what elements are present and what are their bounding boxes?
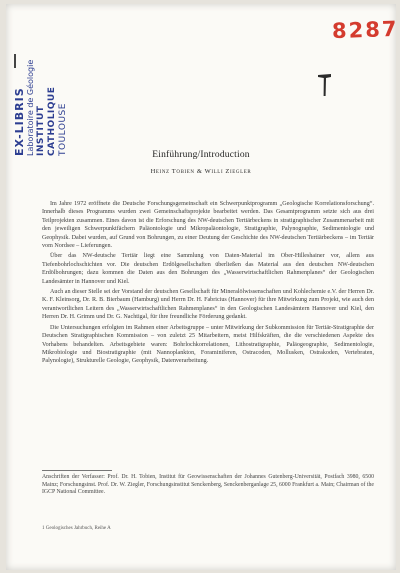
authors-line: Heinz Tobien & Willi Ziegler — [150, 168, 252, 175]
ex-libris-stamp — [14, 34, 76, 156]
page-title: Einführung/Introduction — [152, 150, 250, 160]
stamp-line-2: Laboratoire de Géologie — [26, 59, 35, 156]
handwritten-catalog-number: 8287 — [331, 16, 399, 44]
stamp-line-4: TOULOUSE — [58, 103, 68, 156]
paragraph: Über das NW-deutsche Tertiär liegt eine Sammlung von Daten-Material im Ober-Hilleshainer vor, allem aus Tiefenbohrlochschichten vor. Die deutschen Erdölgesellschaften überließen das Material aus den deutschen NW-deutschen Erdölbohrungen; dazu kommen die Daten aus den Bohrungen des „Wasserwirtschaftlichen Rahmenplanes“ der Geologischen Landesämter in Hannover und Kiel. — [42, 253, 374, 285]
paragraph: Die Untersuchungen erfolgten im Rahmen einer Arbeitsgruppe – unter Mitwirkung der Subkommission für Tertiär-Stratigraphie der Deutschen Stratigraphischen Kommission – von zuletzt 25 Mitarbeitern, meist Hilfskräften, die die verschiedenen Aspekte des Vorhabens behandelten. Arbeitsgebiete waren: Bohrlochkorrelationen, Lithostratigraphie, Paläogeographie, Sedimentologie, Mikrobiologie und Biostratigraphie (mit Nannoplankton, Foraminiferen, Ostracoden, Mollusken, Ostrakoden, Vertebraten, Palynologie), Strukturelle Geologie, Geophysik, Datenverarbeitung. — [42, 324, 374, 365]
footnote-divider — [42, 470, 112, 471]
body-text — [42, 200, 374, 368]
document-page — [6, 4, 399, 570]
page-footer: 1 Geologisches Jahrbuch, Reihe A — [42, 526, 111, 531]
hammer-icon — [317, 72, 333, 98]
paragraph: Auch an dieser Stelle sei der Vorstand der deutschen Gesellschaft für Mineralölwissenschaften und Kohlechemie e.V. der Herren Dr. K. F. Kleinsorg, Dr. R. B. Bierbaum (Hamburg) und Herrn Dr. H. Fabricius (Hannover) für ihre Mitwirkung zum Projekt, wie auch den verantwortlichen Leitern des „Wasserwirtschaftlichen Rahmenplanes“ in den Geologischen Landesämtern Hannover und Kiel, den Herren Dr. H. Grimm und Dr. G. Nachtigal, für ihre freundliche Förderung gedankt. — [42, 289, 374, 321]
stamp-line-1: EX-LIBRIS — [13, 87, 26, 156]
footnote-address: Anschriften der Verfasser: Prof. Dr. H. Tobien, Institut für Geowissenschaften der Johannes Gutenberg-Universität, Postfach 3980, 6500 Mainz; Forschungsinst. Prof. Dr. W. Ziegler, Forschungsinstitut Senckenberg, Senckenberganlage 25, 6000 Frankfurt a. Main; Chairman of the IGCP National Committee. — [42, 474, 374, 496]
stamp-line-3: INSTITUT CATHOLIQUE — [36, 86, 57, 156]
paragraph: Im Jahre 1972 eröffnete die Deutsche Forschungsgemeinschaft ein Schwerpunktprogramm „Geologische Korrelationsforschung“. Innerhalb dieses Programms wurden zwei Gemeinschaftsprojekte bearbeitet werden. Das Gesamtprogramm setzte sich aus drei Teilprojekten zusammen. Eines davon ist die Erforschung des NW-deutschen Tertiärbeckens in stratigraphischer Zusammenarbeit mit den jeweiligen Schwerpunktfächern Paläontologie und Mikropaläontologie, Stratigraphie, Palynographie, Sedimentologie und Geophysik. Dabei wurden, auf Grund von Bohrungen, zu einer Deutung der Geschichte des NW-deutschen Tertiärbeckens – im Tertiär vom Nordsee – Lieferungen. — [42, 201, 374, 250]
